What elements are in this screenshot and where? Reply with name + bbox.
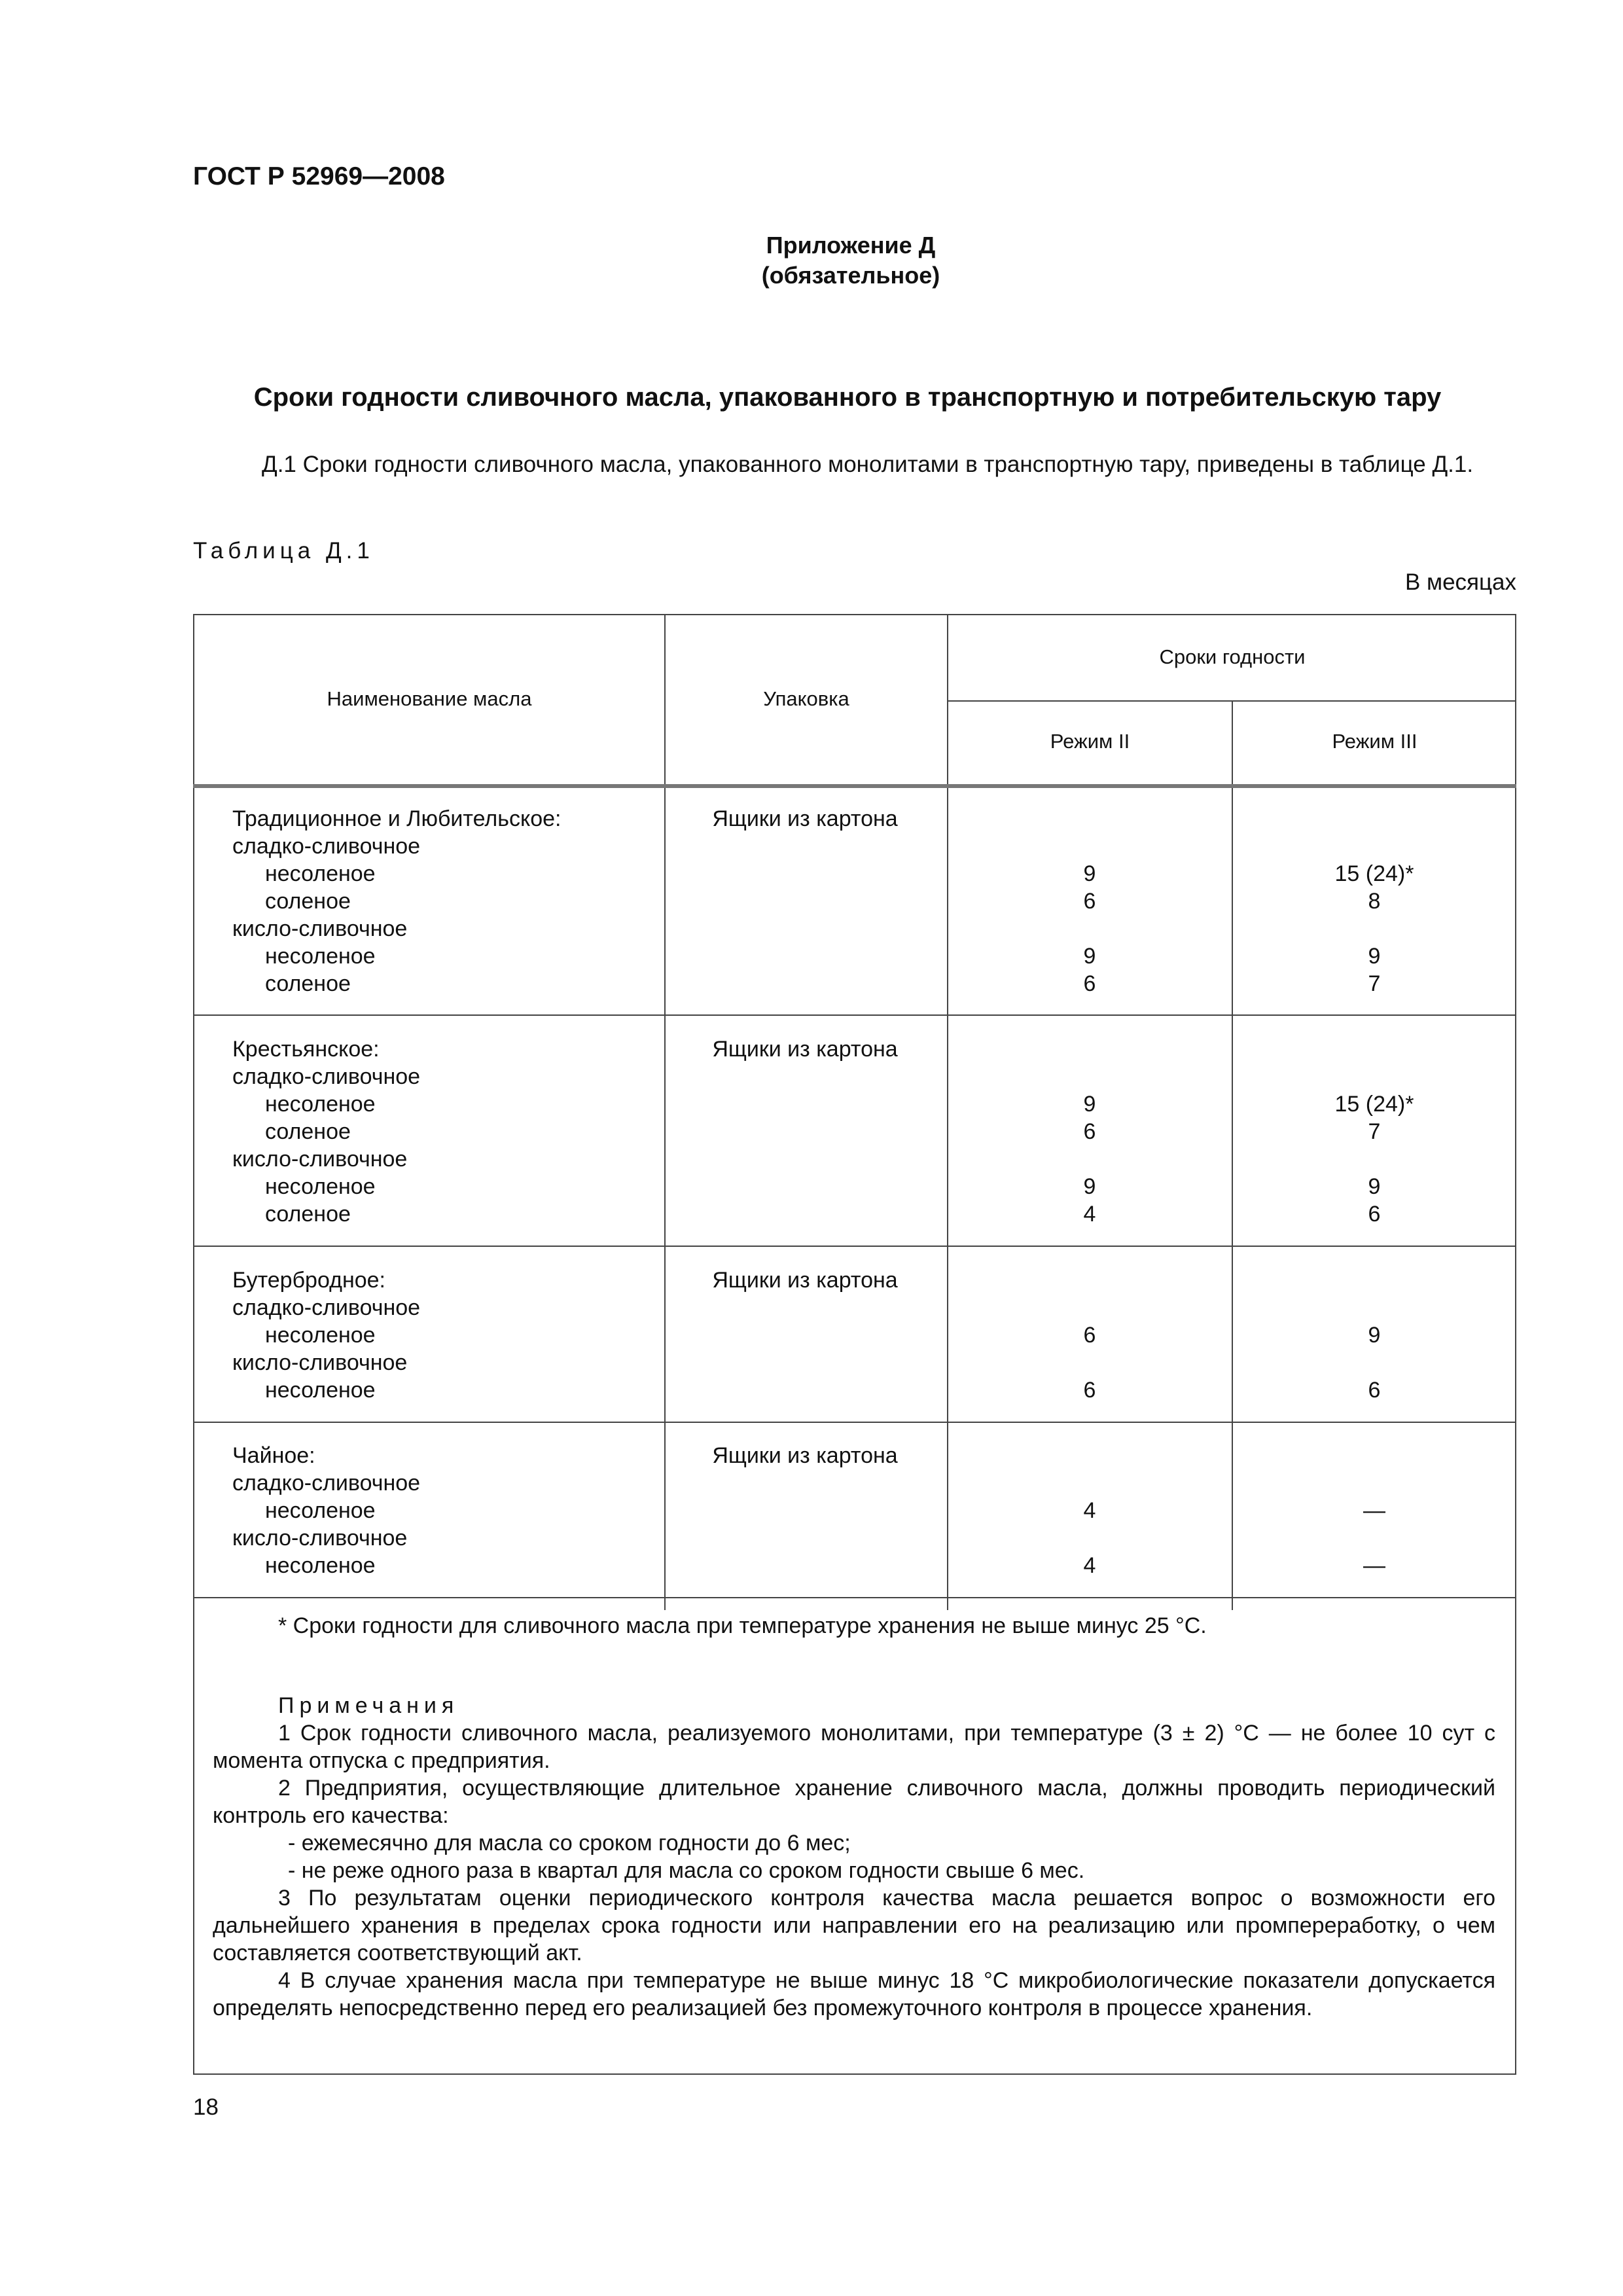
main-title: Сроки годности сливочного масла, упакованного в транспортную и потребительскую тару: [253, 383, 1442, 412]
cell-value: [946, 1294, 1234, 1321]
cell-value: [946, 915, 1234, 942]
cell-value: 8: [1368, 889, 1381, 914]
table-footnote: * Сроки годности для сливочного масла при температуре хранения не выше минус 25 °С.: [278, 1613, 1207, 1638]
intro-paragraph: Д.1 Сроки годности сливочного масла, упакованного монолитами в транспортную тару, приведены в таблице Д.1.: [262, 452, 1474, 477]
cell-value: 15 (24)*: [1334, 1092, 1414, 1117]
cell-value: 15 (24)*: [1334, 861, 1414, 886]
row-name: Крестьянское:: [232, 1037, 380, 1062]
row-sublabel: несоленое: [265, 1378, 376, 1403]
row-packaging: Ящики из картона: [712, 1037, 898, 1062]
table-row: [232, 805, 651, 997]
row-sublabel: несоленое: [265, 1553, 376, 1578]
cell-value: —: [1363, 1553, 1385, 1578]
row-name: Традиционное и Любительское:: [232, 806, 562, 831]
cell-value: [1230, 1469, 1518, 1497]
row-sublabel: кисло-сливочное: [232, 916, 408, 941]
annex-heading: [654, 230, 1047, 291]
cell-value: [1230, 915, 1518, 942]
notes-title: Примечания: [278, 1693, 459, 1718]
row-sublabel: кисло-сливочное: [232, 1147, 408, 1172]
cell-value: 4: [1083, 1202, 1096, 1227]
note-4: 4 В случае хранения масла при температуре не выше минус 18 °С микробиологические показатели допускается определять непосредственно перед его реализацией без промежуточного контроля в процессе хранения.: [213, 1968, 1495, 2020]
cell-value: 6: [1083, 971, 1096, 996]
header-mode-2: Режим II: [1050, 730, 1130, 753]
row-divider-2: [193, 1246, 1516, 1247]
row-mode-2-values: [946, 1063, 1234, 1228]
row-sublabel: соленое: [265, 1119, 351, 1144]
note-3: 3 По результатам оценки периодического контроля качества масла решается вопрос о возможности его дальнейшего хранения в пределах срока годности или направлении его на реализацию или промпереработку, о чем составляется соответствующий акт.: [213, 1886, 1495, 1965]
row-sublabel: соленое: [265, 889, 351, 914]
row-sublabel: несоленое: [265, 944, 376, 969]
header-subdivider: [947, 700, 1516, 702]
cell-value: 9: [1368, 1174, 1381, 1199]
header-name: Наименование масла: [327, 687, 532, 710]
annex-title: Приложение Д: [766, 232, 936, 259]
table-label: Таблица Д.1: [193, 538, 374, 564]
table-notes: [213, 1692, 1495, 2022]
row-sublabel: кисло-сливочное: [232, 1526, 408, 1551]
cell-value: 6: [1368, 1202, 1381, 1227]
row-sublabel: кисло-сливочное: [232, 1350, 408, 1375]
cell-value: [946, 833, 1234, 860]
annex-status: (обязательное): [761, 262, 940, 289]
page-number: 18: [193, 2094, 219, 2120]
cell-value: 6: [1083, 1323, 1096, 1348]
cell-value: [1230, 1524, 1518, 1552]
cell-value: 9: [1083, 861, 1096, 886]
cell-value: 9: [1083, 1092, 1096, 1117]
header-packaging: Упаковка: [763, 687, 849, 710]
row-sublabel: несоленое: [265, 1498, 376, 1523]
row-sublabel: несоленое: [265, 1323, 376, 1348]
note-2-item-b: - не реже одного раза в квартал для масла со сроком годности свыше 6 мес.: [288, 1858, 1085, 1883]
cell-value: 6: [1083, 1378, 1096, 1403]
cell-value: 6: [1083, 1119, 1096, 1144]
cell-value: 9: [1368, 1323, 1381, 1348]
cell-value: 4: [1083, 1553, 1096, 1578]
row-sublabel: сладко-сливочное: [232, 1471, 421, 1496]
header-mode-3: Режим III: [1332, 730, 1418, 753]
row-sublabel: соленое: [265, 971, 351, 996]
header-shelf-life: Сроки годности: [1159, 645, 1306, 668]
row-packaging: Ящики из картона: [712, 1268, 898, 1293]
cell-value: [1230, 1063, 1518, 1090]
cell-value: [1230, 1145, 1518, 1173]
cell-value: [946, 1145, 1234, 1173]
cell-value: [1230, 1294, 1518, 1321]
row-divider-4: [193, 1597, 1516, 1598]
cell-value: [946, 1469, 1234, 1497]
cell-value: 4: [1083, 1498, 1096, 1523]
row-sublabel: несоленое: [265, 1174, 376, 1199]
cell-value: [1230, 833, 1518, 860]
row-mode-2-values: [946, 1294, 1234, 1404]
cell-value: [1230, 1349, 1518, 1376]
table-units: В месяцах: [1404, 569, 1516, 595]
note-2-item-a: - ежемесячно для масла со сроком годности до 6 мес;: [288, 1831, 851, 1856]
row-divider-3: [193, 1422, 1516, 1423]
row-mode-2-values: [946, 833, 1234, 997]
row-divider-1: [193, 1014, 1516, 1016]
row-mode-2-values: [946, 1469, 1234, 1579]
cell-value: 9: [1083, 944, 1096, 969]
row-mode-3-values: [1230, 833, 1518, 997]
cell-value: 6: [1083, 889, 1096, 914]
row-sublabel: сладко-сливочное: [232, 1064, 421, 1089]
cell-value: [946, 1524, 1234, 1552]
cell-value: 9: [1368, 944, 1381, 969]
header-bottom-rule: [193, 784, 1516, 788]
note-2: 2 Предприятия, осуществляющие длительное хранение сливочного масла, должны проводить периодический контроль его качества:: [213, 1776, 1495, 1828]
table-row: [232, 1442, 651, 1579]
cell-value: —: [1363, 1498, 1385, 1523]
row-sublabel: несоленое: [265, 861, 376, 886]
row-name: Чайное:: [232, 1443, 315, 1468]
row-mode-3-values: [1230, 1294, 1518, 1404]
cell-value: 9: [1083, 1174, 1096, 1199]
cell-value: [946, 1349, 1234, 1376]
row-name: Бутербродное:: [232, 1268, 385, 1293]
note-1: 1 Срок годности сливочного масла, реализуемого монолитами, при температуре (3 ± 2) °С — не более 10 сут с момента отпуска с предприятия.: [213, 1721, 1495, 1773]
row-sublabel: сладко-сливочное: [232, 1295, 421, 1320]
cell-value: [946, 1063, 1234, 1090]
table-row: [232, 1035, 651, 1228]
row-sublabel: несоленое: [265, 1092, 376, 1117]
cell-value: 7: [1368, 1119, 1381, 1144]
table-row: [232, 1266, 651, 1404]
row-mode-3-values: [1230, 1469, 1518, 1579]
row-sublabel: соленое: [265, 1202, 351, 1227]
row-packaging: Ящики из картона: [712, 806, 898, 831]
cell-value: 7: [1368, 971, 1381, 996]
document-code: ГОСТ Р 52969—2008: [193, 162, 445, 190]
cell-value: 6: [1368, 1378, 1381, 1403]
row-mode-3-values: [1230, 1063, 1518, 1228]
row-sublabel: сладко-сливочное: [232, 834, 421, 859]
row-packaging: Ящики из картона: [712, 1443, 898, 1468]
